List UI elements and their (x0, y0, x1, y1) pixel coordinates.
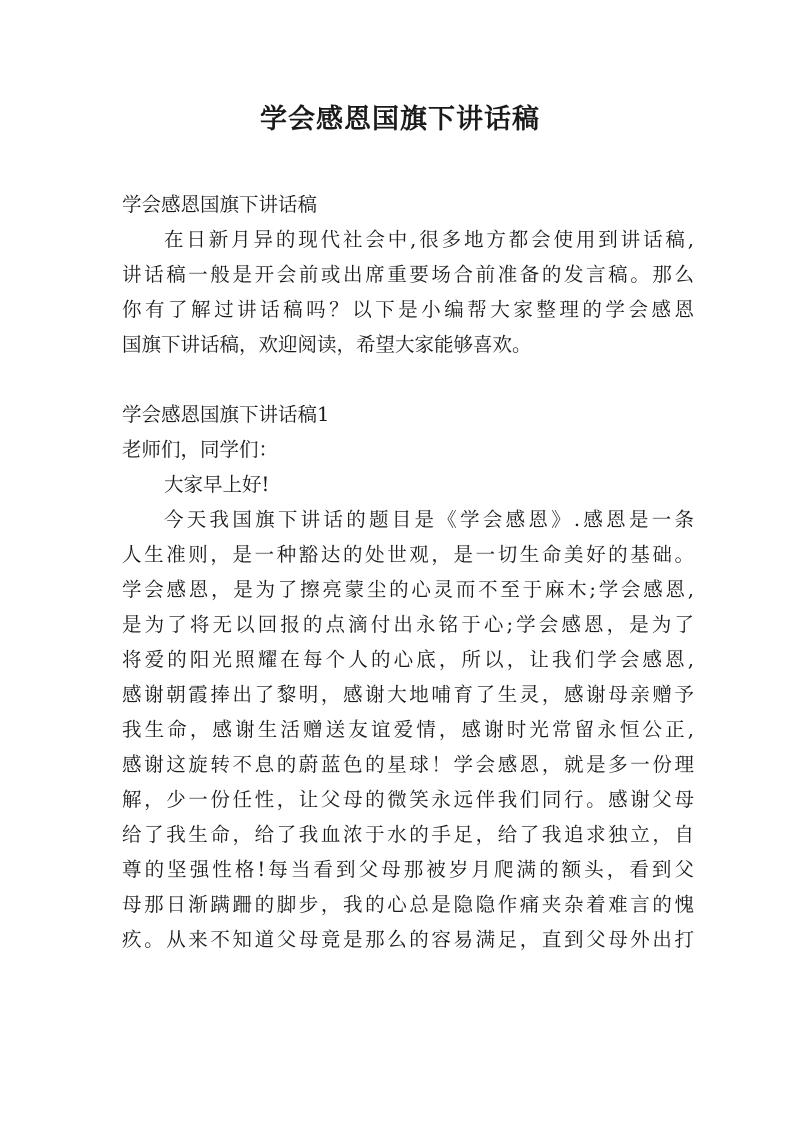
intro-line: 国旗下讲话稿，欢迎阅读，希望大家能够喜欢。 (122, 333, 532, 356)
paragraph-line: 母那日渐蹒跚的脚步，我的心总是隐隐作痛夹杂着难言的愧 (122, 893, 694, 916)
greeting: 大家早上好! (164, 473, 270, 496)
paragraph-line: 是为了将无以回报的点滴付出永铭于心;学会感恩，是为了 (122, 613, 694, 636)
intro-line: 在日新月异的现代社会中,很多地方都会使用到讲话稿, (164, 228, 694, 251)
intro-line: 你有了解过讲话稿吗？以下是小编帮大家整理的学会感恩 (122, 298, 694, 321)
document-title: 学会感恩国旗下讲话稿 (260, 104, 540, 135)
paragraph-line: 给了我生命，给了我血浓于水的手足，给了我追求独立，自 (122, 823, 694, 846)
paragraph-line: 解，少一份任性，让父母的微笑永远伴我们同行。感谢父母 (122, 788, 694, 811)
paragraph-line: 感谢朝霞捧出了黎明，感谢大地哺育了生灵，感谢母亲赠予 (122, 683, 694, 706)
paragraph-line: 疚。从来不知道父母竟是那么的容易满足，直到父母外出打 (122, 928, 694, 951)
document-subtitle: 学会感恩国旗下讲话稿 (122, 193, 318, 216)
intro-line: 讲话稿一般是开会前或出席重要场合前准备的发言稿。那么 (122, 263, 694, 286)
paragraph-line: 我生命，感谢生活赠送友谊爱情，感谢时光常留永恒公正, (122, 718, 694, 741)
paragraph-line: 感谢这旋转不息的蔚蓝色的星球！学会感恩，就是多一份理 (122, 753, 694, 776)
salutation: 老师们，同学们： (122, 438, 279, 461)
paragraph-line: 人生准则，是一种豁达的处世观，是一切生命美好的基础。 (122, 543, 694, 566)
paragraph-line: 学会感恩，是为了擦亮蒙尘的心灵而不至于麻木;学会感恩, (122, 578, 694, 601)
section-heading: 学会感恩国旗下讲话稿1 (122, 403, 330, 426)
paragraph-line: 今天我国旗下讲话的题目是《学会感恩》.感恩是一条 (164, 508, 694, 531)
paragraph-spacer (122, 362, 694, 397)
paragraph-line: 将爱的阳光照耀在每个人的心底，所以，让我们学会感恩, (122, 648, 694, 671)
document-body (122, 187, 694, 957)
paragraph-line: 尊的坚强性格!每当看到父母那被岁月爬满的额头，看到父 (122, 858, 694, 881)
